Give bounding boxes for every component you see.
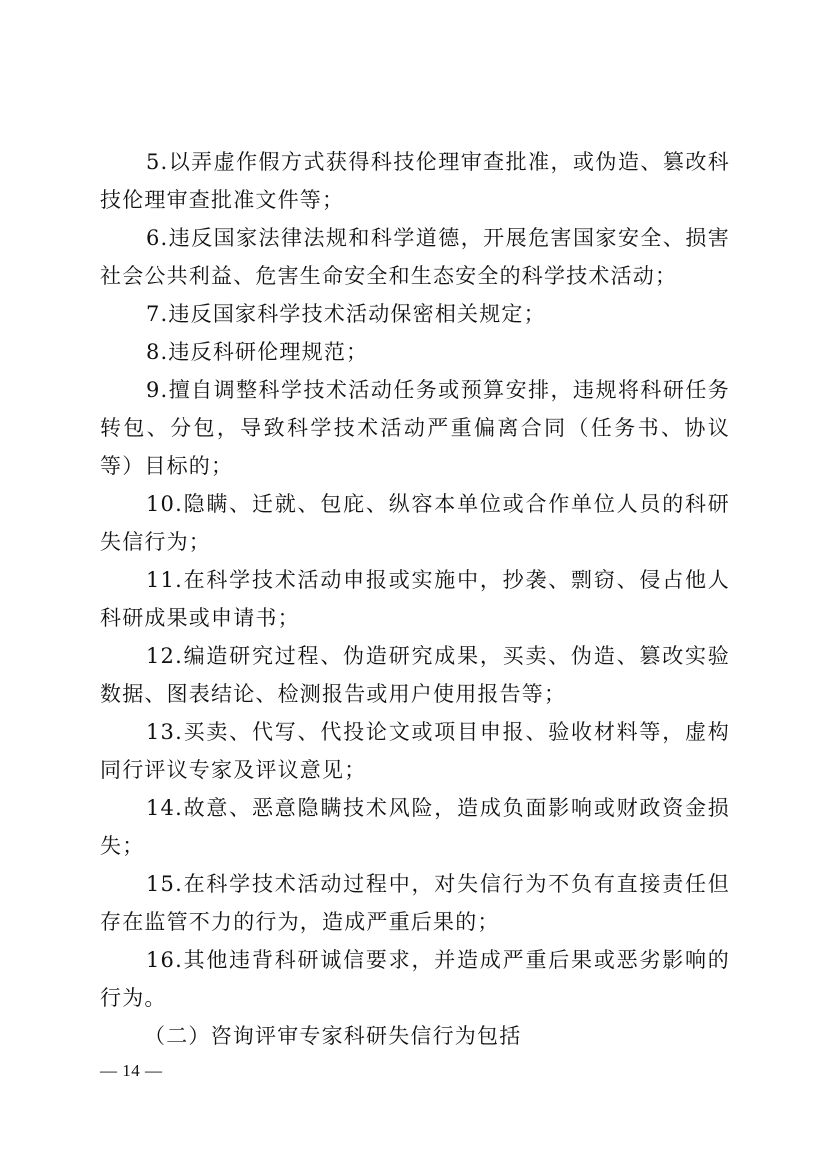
list-item: 7.违反国家科学技术活动保密相关规定； [146, 302, 546, 326]
list-item: 14.故意、恶意隐瞒技术风险，造成负面影响或财政资金损失； [100, 796, 730, 858]
list-item: 6.违反国家法律法规和科学道德，开展危害国家安全、损害社会公共利益、危害生命安全和生态安全的科学技术活动； [100, 226, 730, 288]
list-item: 10.隐瞒、迁就、包庇、纵容本单位或合作单位人员的科研失信行为； [100, 492, 730, 554]
list-item: 8.违反科研伦理规范； [146, 340, 369, 364]
list-item: 13.买卖、代写、代投论文或项目申报、验收材料等，虚构同行评议专家及评议意见； [100, 720, 730, 782]
list-item: 9.擅自调整科学技术活动任务或预算安排，违规将科研任务转包、分包，导致科学技术活动严重偏离合同（任务书、协议等）目标的； [100, 378, 730, 478]
list-item: 12.编造研究过程、伪造研究成果，买卖、伪造、篡改实验数据、图表结论、检测报告或用户使用报告等； [100, 644, 730, 706]
section-heading: （二）咨询评审专家科研失信行为包括 [144, 1024, 522, 1048]
list-item: 5.以弄虚作假方式获得科技伦理审查批准，或伪造、篡改科技伦理审查批准文件等； [100, 150, 730, 212]
list-item: 15.在科学技术活动过程中，对失信行为不负有直接责任但存在监管不力的行为，造成严重后果的； [100, 872, 730, 934]
list-item: 11.在科学技术活动申报或实施中，抄袭、剽窃、侵占他人科研成果或申请书； [100, 568, 730, 630]
document-body [100, 143, 730, 1055]
list-item: 16.其他违背科研诚信要求，并造成严重后果或恶劣影响的行为。 [100, 948, 730, 1010]
page-number: — 14 — [100, 1061, 163, 1080]
